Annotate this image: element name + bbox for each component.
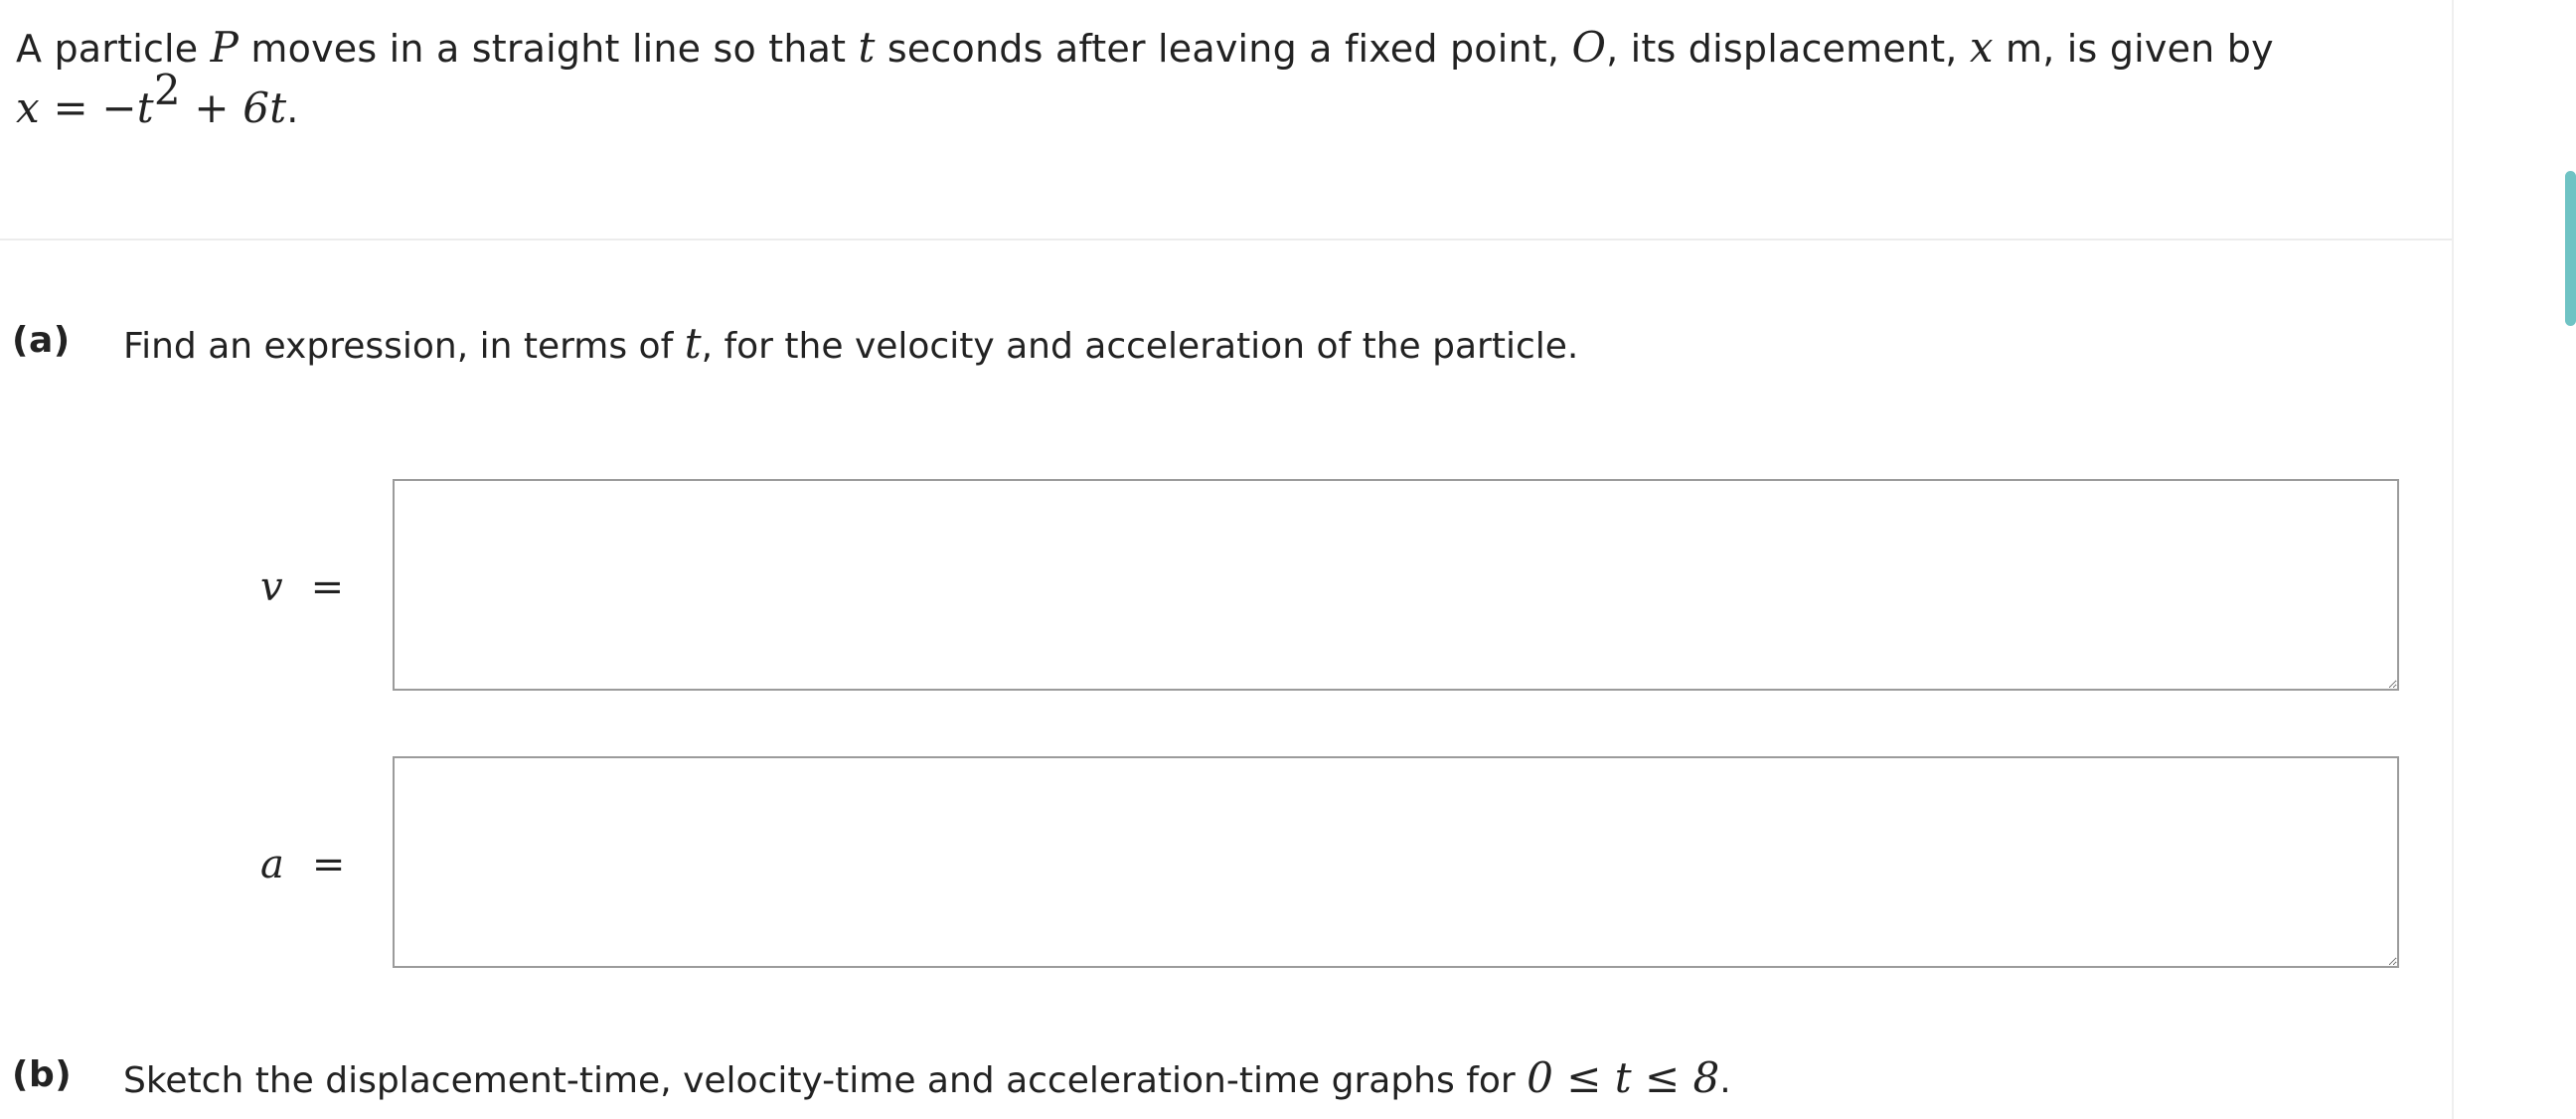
stem-text-3: seconds after leaving a fixed point, [875,27,1572,71]
section-divider [0,239,2452,240]
acceleration-symbol: a [260,842,284,887]
acceleration-answer-label [260,842,345,887]
equation-exponent: 2 [153,66,181,114]
scrollbar-thumb[interactable] [2565,171,2576,326]
part-b-text [123,1053,1731,1106]
origin-symbol: O [1571,23,1607,72]
equation-end: . [286,87,299,131]
panel-right-border [2452,0,2454,1119]
equation-lhs: x [16,83,40,132]
question-stem [16,18,2431,139]
equation-rhs-b: + 6t [180,83,287,132]
stem-text-2: moves in a straight line so that [239,27,859,71]
velocity-answer-label [260,564,344,610]
stem-text-4: , its displacement, [1606,27,1970,71]
part-a-label: (a) [12,320,71,361]
part-a-text-1: Find an expression, in terms of [123,326,685,367]
part-b-text-1: Sketch the displacement-time, velocity-time and acceleration-time graphs for [123,1060,1528,1101]
acceleration-answer-input[interactable] [393,756,2399,968]
part-b-range: 0 ≤ t ≤ 8 [1527,1053,1720,1102]
part-a-text [123,319,1578,372]
part-b-label: (b) [12,1054,73,1095]
velocity-symbol: v [260,564,283,610]
part-a-text-2: , for the velocity and acceleration of the particle. [701,326,1579,367]
part-a-time-symbol: t [684,319,702,368]
stem-text-5: m, is given by [1993,27,2274,71]
particle-symbol: P [210,23,240,72]
equation-rhs-a: = −t [39,83,154,132]
velocity-equals: = [310,564,345,610]
velocity-answer-input[interactable] [393,479,2399,691]
scrollbar-track[interactable] [2564,0,2576,1119]
acceleration-equals: = [311,842,346,887]
part-b-text-2: . [1719,1060,1731,1101]
time-symbol: t [858,23,876,72]
stem-text-1: A particle [16,27,211,71]
displacement-symbol: x [1969,23,1994,72]
